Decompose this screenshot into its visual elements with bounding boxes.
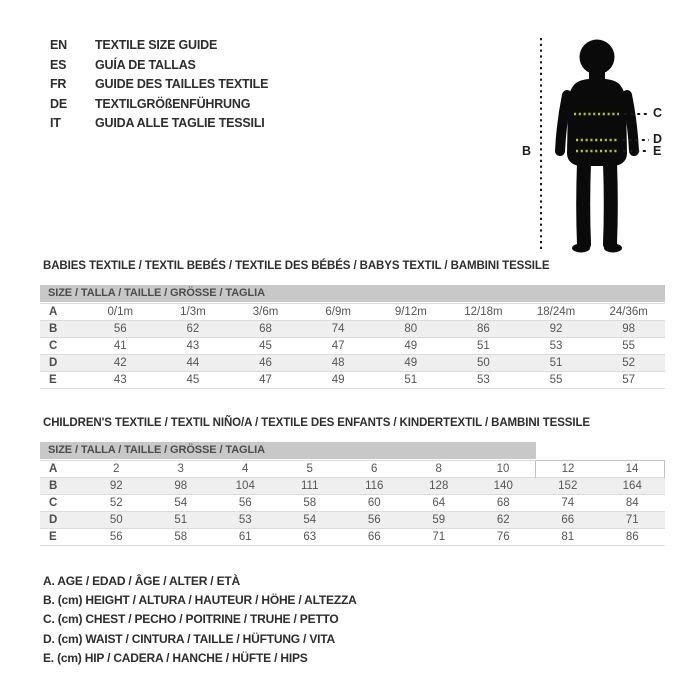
size-cell: 164 — [600, 478, 665, 495]
size-cell: 55 — [520, 372, 593, 389]
size-cell: 8 — [407, 461, 472, 478]
size-cell: 12 — [536, 461, 601, 478]
language-row — [50, 75, 268, 95]
size-cell: 62 — [471, 512, 536, 529]
size-cell: 63 — [278, 529, 343, 546]
row-label: B — [40, 478, 84, 495]
language-title: TEXTILGRÖßENFÜHRUNG — [95, 96, 251, 111]
size-cell: 140 — [471, 478, 536, 495]
size-cell: 49 — [375, 338, 448, 355]
size-cell: 71 — [600, 512, 665, 529]
figure-label-hip: E — [653, 144, 662, 158]
size-cell: 52 — [84, 495, 149, 512]
size-cell: 55 — [592, 338, 665, 355]
size-cell: 74 — [302, 321, 375, 338]
size-cell: 58 — [149, 529, 214, 546]
size-cell: 76 — [471, 529, 536, 546]
children-size-table — [40, 442, 665, 546]
size-cell: 51 — [149, 512, 214, 529]
size-cell: 53 — [447, 372, 520, 389]
size-cell: 54 — [278, 512, 343, 529]
children-section-title: CHILDREN'S TEXTILE / TEXTIL NIÑO/A / TEXTILE DES ENFANTS / KINDERTEXTIL / BAMBINI TESSILE — [43, 417, 590, 429]
size-cell: 52 — [592, 355, 665, 372]
size-figure — [520, 25, 698, 257]
language-code: EN — [50, 38, 67, 52]
size-cell: 50 — [447, 355, 520, 372]
size-cell: 18/24m — [520, 304, 593, 321]
size-cell: 98 — [592, 321, 665, 338]
figure-label-height: B — [522, 144, 532, 158]
size-cell: 104 — [213, 478, 278, 495]
size-cell: 3 — [149, 461, 214, 478]
babies-section-title: BABIES TEXTILE / TEXTIL BEBÉS / TEXTILE DES BÉBÉS / BABYS TEXTIL / BAMBINI TESSILE — [43, 260, 550, 272]
row-label: C — [40, 495, 84, 512]
legend-item: A. AGE / EDAD / ÂGE / ALTER / ETÀ — [43, 574, 240, 588]
language-code: DE — [50, 96, 67, 111]
size-cell: 66 — [536, 512, 601, 529]
figure-label-chest: C — [653, 106, 663, 120]
size-cell: 59 — [407, 512, 472, 529]
size-cell: 0/1m — [84, 304, 157, 321]
size-cell: 57 — [592, 372, 665, 389]
size-cell: 12/18m — [447, 304, 520, 321]
figure-label-waist: D — [653, 132, 663, 146]
babies-size-table — [40, 285, 665, 389]
size-cell: 74 — [536, 495, 601, 512]
table-row — [40, 321, 665, 338]
row-label: E — [40, 372, 84, 389]
size-cell: 49 — [375, 355, 448, 372]
size-cell: 86 — [600, 529, 665, 546]
size-cell: 152 — [536, 478, 601, 495]
size-cell: 10 — [471, 461, 536, 478]
size-cell: 56 — [84, 321, 157, 338]
table-row — [40, 461, 665, 478]
size-cell: 128 — [407, 478, 472, 495]
size-cell: 51 — [375, 372, 448, 389]
size-cell: 42 — [84, 355, 157, 372]
size-cell: 6/9m — [302, 304, 375, 321]
size-cell: 56 — [342, 512, 407, 529]
size-cell: 111 — [278, 478, 343, 495]
table-row — [40, 355, 665, 372]
language-code: FR — [50, 77, 67, 92]
size-cell: 24/36m — [592, 304, 665, 321]
size-cell: 116 — [342, 478, 407, 495]
size-cell: 3/6m — [229, 304, 302, 321]
size-cell: 47 — [302, 338, 375, 355]
measurement-legend — [43, 572, 357, 668]
table-row — [40, 529, 665, 546]
size-cell: 86 — [447, 321, 520, 338]
size-cell: 51 — [520, 355, 593, 372]
language-row — [50, 36, 268, 56]
size-cell: 5 — [278, 461, 343, 478]
size-cell: 50 — [84, 512, 149, 529]
row-label: D — [40, 355, 84, 372]
size-cell: 53 — [520, 338, 593, 355]
size-cell: 45 — [157, 372, 230, 389]
size-cell: 62 — [157, 321, 230, 338]
size-cell: 71 — [407, 529, 472, 546]
size-cell: 80 — [375, 321, 448, 338]
legend-item: B. (cm) HEIGHT / ALTURA / HAUTEUR / HÖHE / ALTEZZA — [43, 593, 357, 608]
size-cell: 98 — [149, 478, 214, 495]
children-table-header-bar: SIZE / TALLA / TAILLE / GRÖSSE / TAGLIA — [40, 442, 536, 459]
size-cell: 56 — [84, 529, 149, 546]
size-cell: 81 — [536, 529, 601, 546]
size-cell: 54 — [149, 495, 214, 512]
legend-item: C. (cm) CHEST / PECHO / POITRINE / TRUHE / PETTO — [43, 612, 339, 627]
size-cell: 58 — [278, 495, 343, 512]
legend-item: D. (cm) WAIST / CINTURA / TAILLE / HÜFTUNG / VITA — [43, 631, 335, 646]
size-cell: 9/12m — [375, 304, 448, 321]
row-label: C — [40, 338, 84, 355]
size-cell: 61 — [213, 529, 278, 546]
babies-table-header-bar: SIZE / TALLA / TAILLE / GRÖSSE / TAGLIA — [40, 285, 665, 302]
language-row — [50, 56, 268, 76]
size-cell: 66 — [342, 529, 407, 546]
size-cell: 53 — [213, 512, 278, 529]
row-label: A — [40, 461, 84, 478]
size-cell: 92 — [84, 478, 149, 495]
size-cell: 43 — [84, 372, 157, 389]
size-cell: 64 — [407, 495, 472, 512]
size-cell: 45 — [229, 338, 302, 355]
row-label: B — [40, 321, 84, 338]
language-row — [50, 114, 268, 134]
size-cell: 92 — [520, 321, 593, 338]
size-cell: 6 — [342, 461, 407, 478]
child-silhouette — [560, 40, 634, 253]
table-row — [40, 478, 665, 495]
size-cell: 14 — [600, 461, 665, 478]
language-list — [50, 36, 268, 134]
table-row — [40, 372, 665, 389]
language-title: GUIDE DES TAILLES TEXTILE — [95, 77, 269, 92]
table-row — [40, 512, 665, 529]
size-cell: 46 — [229, 355, 302, 372]
language-title: TEXTILE SIZE GUIDE — [95, 38, 218, 52]
size-cell: 56 — [213, 495, 278, 512]
language-title: GUÍA DE TALLAS — [95, 57, 196, 72]
table-row — [40, 304, 665, 321]
language-code: IT — [50, 116, 61, 131]
row-label: A — [40, 304, 84, 321]
language-row — [50, 95, 268, 115]
size-cell: 49 — [302, 372, 375, 389]
size-cell: 68 — [229, 321, 302, 338]
size-cell: 2 — [84, 461, 149, 478]
size-cell: 60 — [342, 495, 407, 512]
size-cell: 44 — [157, 355, 230, 372]
size-cell: 68 — [471, 495, 536, 512]
size-cell: 47 — [229, 372, 302, 389]
row-label: D — [40, 512, 84, 529]
size-cell: 4 — [213, 461, 278, 478]
table-row — [40, 338, 665, 355]
size-cell: 43 — [157, 338, 230, 355]
size-cell: 84 — [600, 495, 665, 512]
size-cell: 1/3m — [157, 304, 230, 321]
size-cell: 41 — [84, 338, 157, 355]
language-code: ES — [50, 57, 67, 72]
language-title: GUIDA ALLE TAGLIE TESSILI — [95, 116, 265, 131]
table-row — [40, 495, 665, 512]
row-label: E — [40, 529, 84, 546]
size-cell: 48 — [302, 355, 375, 372]
legend-item: E. (cm) HIP / CADERA / HANCHE / HÜFTE / HIPS — [43, 650, 308, 665]
child-silhouette-graphic — [520, 25, 698, 257]
size-cell: 51 — [447, 338, 520, 355]
